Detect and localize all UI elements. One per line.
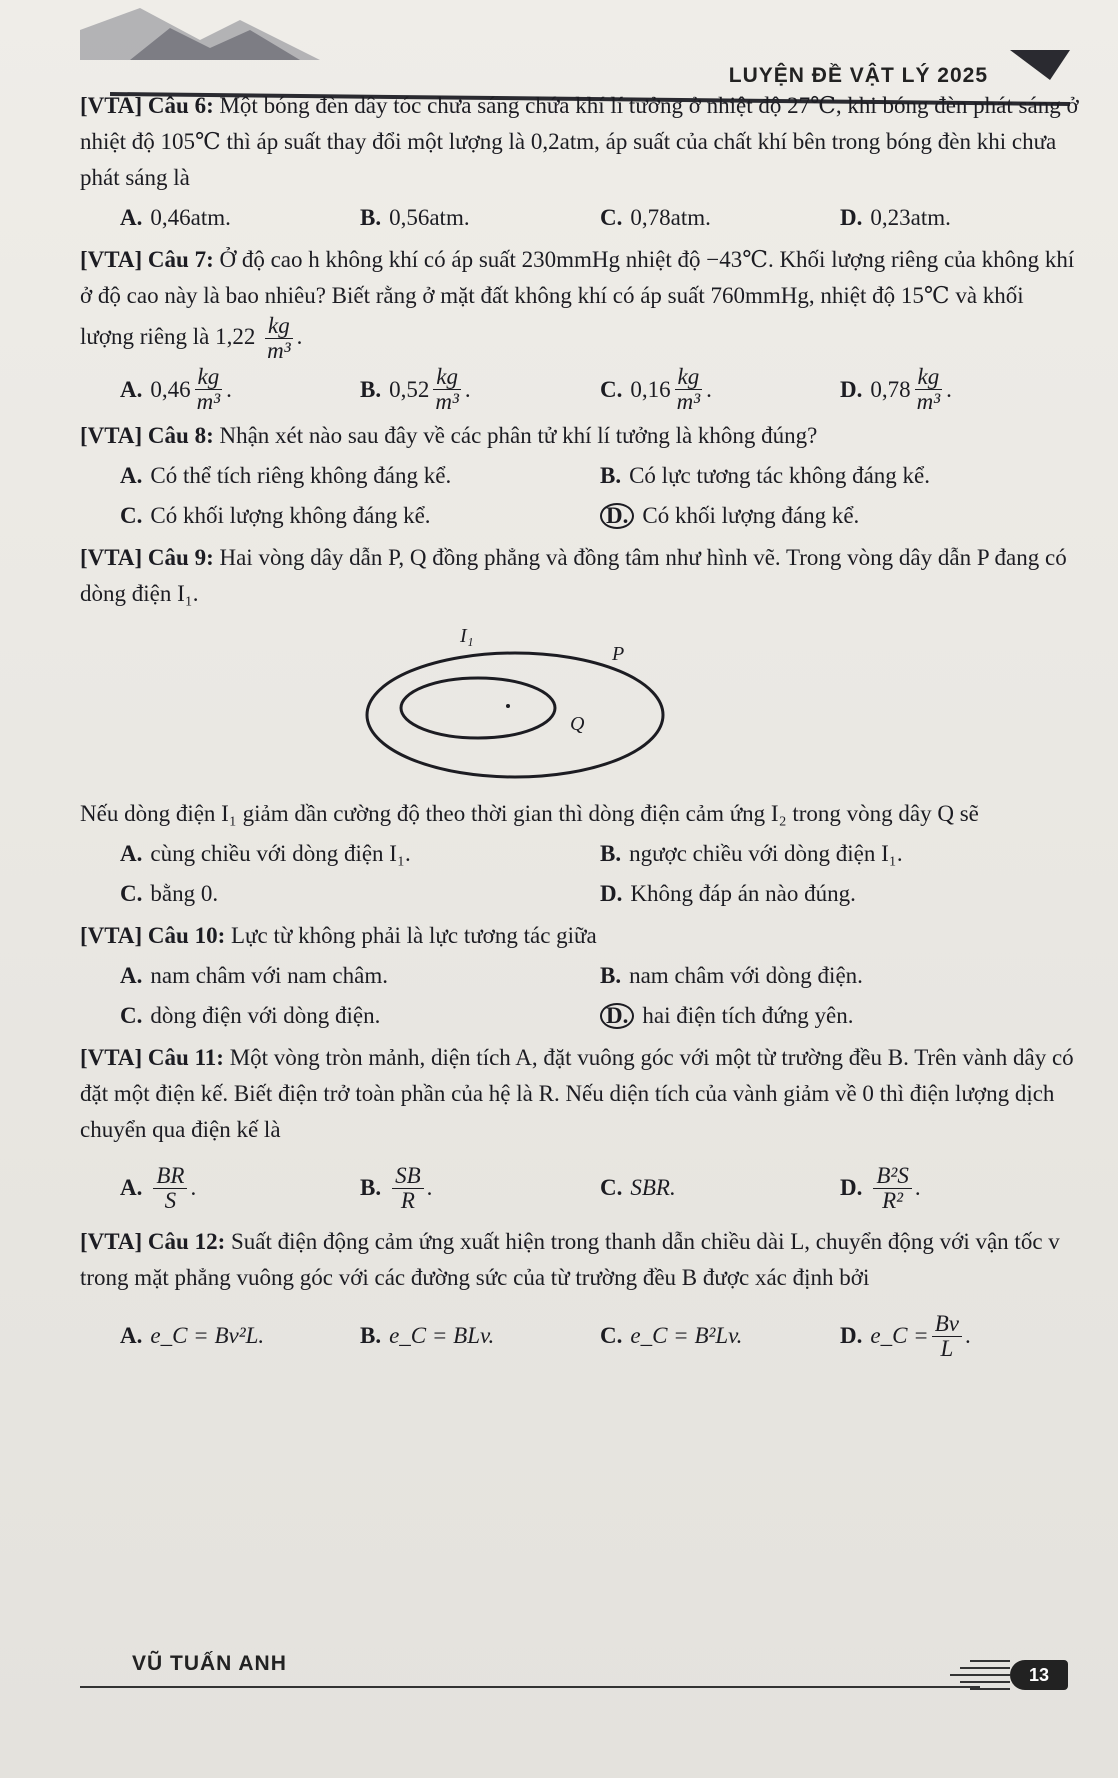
fraction-numerator: kg — [675, 365, 703, 390]
option-text: 0,23atm. — [870, 205, 951, 230]
option-text: 0,56atm. — [389, 205, 470, 230]
option-text: hai điện tích đứng yên. — [642, 1003, 854, 1028]
concentric-loops-figure — [360, 620, 690, 790]
fraction-denominator: m³ — [916, 389, 941, 414]
label-q: Q — [570, 713, 585, 735]
option-a[interactable]: A. $\frac{BR}{S}$ . — [120, 1162, 197, 1213]
option-list — [80, 956, 1080, 1036]
fraction-numerator: Bv — [932, 1312, 962, 1337]
option-c[interactable] — [600, 198, 840, 238]
option-a[interactable] — [120, 198, 360, 238]
label-p: P — [612, 643, 625, 665]
option-label: D. — [840, 1323, 863, 1348]
option-text: Có khối lượng đáng kể. — [642, 503, 860, 528]
question-6 — [80, 88, 1080, 238]
option-c[interactable]: C. 0,16 $\frac{kg}{\text{m³}}$ . — [600, 364, 712, 414]
question-text: Lực từ không phải là lực tương tác giữa — [230, 923, 597, 948]
option-b[interactable] — [600, 834, 1080, 874]
option-value: 0,78 — [870, 376, 911, 402]
option-text: nam châm với dòng điện. — [629, 963, 863, 988]
question-tag: [VTA] Câu 10: — [80, 923, 226, 948]
option-b[interactable] — [360, 1306, 600, 1366]
question-text: Suất điện động cảm ứng xuất hiện trong thanh dẫn chiều dài L, chuyển động với vận tốc v trong mặt phẳng vuông góc với các đường sức của từ trường đều B được xác định bởi — [80, 1229, 1060, 1290]
question-text: Nhận xét nào sau đây về các phân tử khí lí tưởng là không đúng? — [219, 423, 818, 448]
option-label: D. — [840, 205, 863, 230]
page-header-title: LUYỆN ĐỀ VẬT LÝ 2025 — [728, 64, 988, 87]
option-a[interactable] — [120, 834, 600, 874]
option-text: Có khối lượng không đáng kể. — [150, 503, 431, 528]
option-c[interactable] — [120, 996, 600, 1036]
option-text: Không đáp án nào đúng. — [630, 881, 856, 906]
option-b[interactable]: B. 0,52 $\frac{kg}{\text{m³}}$ . — [360, 364, 471, 414]
option-text: nam châm với nam châm. — [150, 963, 388, 988]
fraction-denominator: R² — [882, 1187, 904, 1213]
option-label: A. — [120, 1323, 143, 1348]
option-label: A. — [120, 376, 143, 402]
fraction-denominator: m³ — [435, 389, 459, 414]
option-label: B. — [600, 841, 622, 866]
fraction — [153, 1164, 187, 1213]
option-label: C. — [120, 881, 143, 906]
fraction-numerator: kg — [265, 314, 293, 339]
speed-lines-decoration — [950, 1655, 1010, 1695]
question-11 — [80, 1040, 1080, 1220]
option-text: Có lực tương tác không đáng kể. — [629, 463, 930, 488]
option-value: 0,16 — [630, 376, 671, 402]
question-text: Ở độ cao h không khí có áp suất 230mmHg nhiệt độ −43℃. Khối lượng riêng của không khí ở độ cao này là bao nhiêu? Biết rằng ở mặt đất không khí có áp suất 760mmHg, nhiệt độ 15℃ và khối lượng riêng là 1,22 — [80, 247, 1075, 349]
question-7: [VTA] Câu 7: Ở độ cao h không khí có áp suất 230mmHg nhiệt độ −43℃. Khối lượng riêng của không khí ở độ cao này là bao nhiêu? Biết rằng ở mặt đất không khí có áp suất 760mmHg, nhiệt độ 15℃ và khối lượng riêng là 1,22 $\frac{kg}{\text{m³}}$ . A. 0,46 $\frac{kg}{\text{m³}}$ . B. 0,52 $\frac{kg}{\text{m³}}$ . C. 0,16 $\frac{kg}{\text{m³}}$ . D. 0,78 $\frac{kg}{\text{m³}}$ . — [80, 242, 1080, 414]
option-label: A. — [120, 841, 143, 866]
question-tag: [VTA] Câu 9: — [80, 545, 214, 570]
question-tag: [VTA] Câu 11: — [80, 1045, 224, 1070]
option-label: C. — [600, 1175, 623, 1200]
option-label: C. — [120, 1003, 143, 1028]
unit-fraction — [432, 365, 462, 414]
option-label: C. — [600, 205, 623, 230]
option-label: B. — [360, 205, 382, 230]
figure-container — [80, 620, 1080, 790]
option-text: ngược chiều với dòng điện I₁. — [629, 841, 903, 866]
question-8 — [80, 418, 1080, 536]
question-text: Một vòng tròn mảnh, diện tích A, đặt vuông góc với một từ trường đều B. Trên vành dây có đặt một điện kế. Biết điện trở toàn phần của hệ là R. Nếu diện tích của vành giảm về 0 thì điện lượng dịch chuyển qua điện kế là — [80, 1045, 1074, 1142]
selected-answer-mark: D. — [600, 503, 634, 529]
option-text: 0,46atm. — [150, 205, 231, 230]
option-d[interactable] — [840, 198, 1080, 238]
option-list — [80, 456, 1080, 536]
option-text: e_C = B²Lv. — [630, 1323, 743, 1348]
option-text: e_C = BLv. — [389, 1323, 495, 1348]
option-list — [80, 1306, 1080, 1366]
label-i1: I₁ — [460, 625, 474, 647]
option-a[interactable] — [120, 456, 600, 496]
option-label: C. — [120, 503, 143, 528]
question-tag: [VTA] Câu 6: — [80, 93, 214, 118]
option-list — [80, 365, 1080, 414]
fraction-numerator: kg — [195, 365, 223, 390]
question-10 — [80, 918, 1080, 1036]
option-list — [80, 198, 1080, 238]
option-a[interactable] — [120, 1306, 360, 1366]
option-text: bằng 0. — [150, 881, 219, 906]
option-text: e_C = Bv²L. — [150, 1323, 265, 1348]
question-tag: [VTA] Câu 7: — [80, 247, 214, 272]
footer-rule — [80, 1686, 980, 1688]
option-label: A. — [120, 963, 143, 988]
fraction-denominator: m³ — [196, 389, 221, 414]
option-value: 0,52 — [389, 376, 430, 402]
question-text-continued: Nếu dòng điện I₁ giảm dần cường độ theo thời gian thì dòng điện cảm ứng I₂ trong vòng dây Q sẽ — [80, 801, 979, 826]
option-text: cùng chiều với dòng điện I₁. — [150, 841, 411, 866]
option-label: A. — [120, 1175, 143, 1200]
fraction — [392, 1164, 424, 1213]
option-d[interactable]: D. 0,78 $\frac{kg}{\text{m³}}$ . — [840, 364, 952, 414]
page-number-badge: 13 — [1010, 1660, 1068, 1690]
unit-fraction — [674, 365, 704, 414]
center-dot — [506, 704, 510, 708]
fraction-denominator: R — [400, 1187, 415, 1213]
unit-fraction — [914, 365, 944, 414]
footer-author: VŨ TUẤN ANH — [132, 1652, 287, 1675]
option-b[interactable] — [600, 456, 1080, 496]
option-label: A. — [120, 463, 143, 488]
question-text: Hai vòng dây dẫn P, Q đồng phẳng và đồng tâm như hình vẽ. Trong vòng dây dẫn P đang có dòng điện I₁. — [80, 545, 1067, 606]
option-c[interactable] — [120, 496, 600, 536]
option-c[interactable] — [600, 1306, 840, 1366]
question-tag: [VTA] Câu 12: — [80, 1229, 226, 1254]
fraction-numerator: B²S — [873, 1164, 911, 1189]
selected-answer-mark: D. — [600, 1003, 634, 1029]
option-c[interactable] — [600, 1156, 840, 1220]
option-d-selected[interactable] — [600, 996, 1080, 1036]
option-label: A. — [120, 205, 143, 230]
question-list — [80, 88, 1080, 1370]
fraction-numerator: BR — [153, 1164, 187, 1189]
option-a[interactable]: A. 0,46 $\frac{kg}{\text{m³}}$ . — [120, 364, 232, 414]
option-b[interactable] — [360, 198, 600, 238]
fraction-denominator: m³ — [267, 338, 291, 363]
fraction-denominator: S — [164, 1187, 177, 1213]
fraction — [932, 1312, 962, 1361]
option-d[interactable]: D. $\frac{\text{B²S}}{\text{R²}}$ . — [840, 1162, 921, 1213]
option-text: e_C = — [870, 1323, 929, 1348]
fraction-numerator: kg — [433, 365, 461, 390]
fraction-denominator: m³ — [676, 389, 701, 414]
option-label: B. — [600, 963, 622, 988]
option-label: C. — [600, 376, 623, 402]
option-text: 0,78atm. — [630, 205, 711, 230]
option-b[interactable] — [600, 956, 1080, 996]
option-list — [80, 1156, 1080, 1220]
option-text: SBR. — [630, 1175, 676, 1200]
option-label: D. — [840, 376, 863, 402]
option-label: D. — [600, 881, 623, 906]
loop-q — [401, 678, 555, 738]
unit-fraction — [264, 314, 294, 363]
option-value: 0,46 — [150, 376, 191, 402]
option-c[interactable] — [120, 874, 600, 914]
fraction-numerator: SB — [392, 1164, 424, 1189]
unit-fraction — [194, 365, 224, 414]
option-label: C. — [600, 1323, 623, 1348]
option-b[interactable]: B. $\frac{SB}{R}$ . — [360, 1162, 433, 1213]
question-12 — [80, 1224, 1080, 1366]
option-text: Có thể tích riêng không đáng kể. — [150, 463, 452, 488]
question-tag: [VTA] Câu 8: — [80, 423, 214, 448]
option-d-selected[interactable] — [600, 496, 1080, 536]
option-label: D. — [840, 1175, 863, 1200]
option-a[interactable] — [120, 956, 600, 996]
option-label: B. — [360, 1323, 382, 1348]
fraction-numerator: kg — [915, 365, 943, 390]
option-text: dòng điện với dòng điện. — [150, 1003, 381, 1028]
loop-p — [367, 653, 663, 777]
option-label: B. — [360, 376, 382, 402]
option-list — [80, 834, 1080, 914]
option-d[interactable]: D. e_C = $\frac{Bv}{L}$ . — [840, 1310, 971, 1361]
option-d[interactable] — [600, 874, 1080, 914]
question-text: Một bóng đèn dây tóc chưa sáng chứa khí lí tưởng ở nhiệt độ 27℃, khi bóng đèn phát sáng ở nhiệt độ 105℃ thì áp suất thay đổi một lượng là 0,2atm, áp suất của chất khí bên trong bóng đèn khi chưa phát sáng là — [80, 93, 1079, 190]
option-label: B. — [360, 1175, 382, 1200]
option-label: B. — [600, 463, 622, 488]
question-9 — [80, 540, 1080, 914]
fraction — [873, 1164, 911, 1213]
fraction-denominator: L — [940, 1335, 954, 1361]
